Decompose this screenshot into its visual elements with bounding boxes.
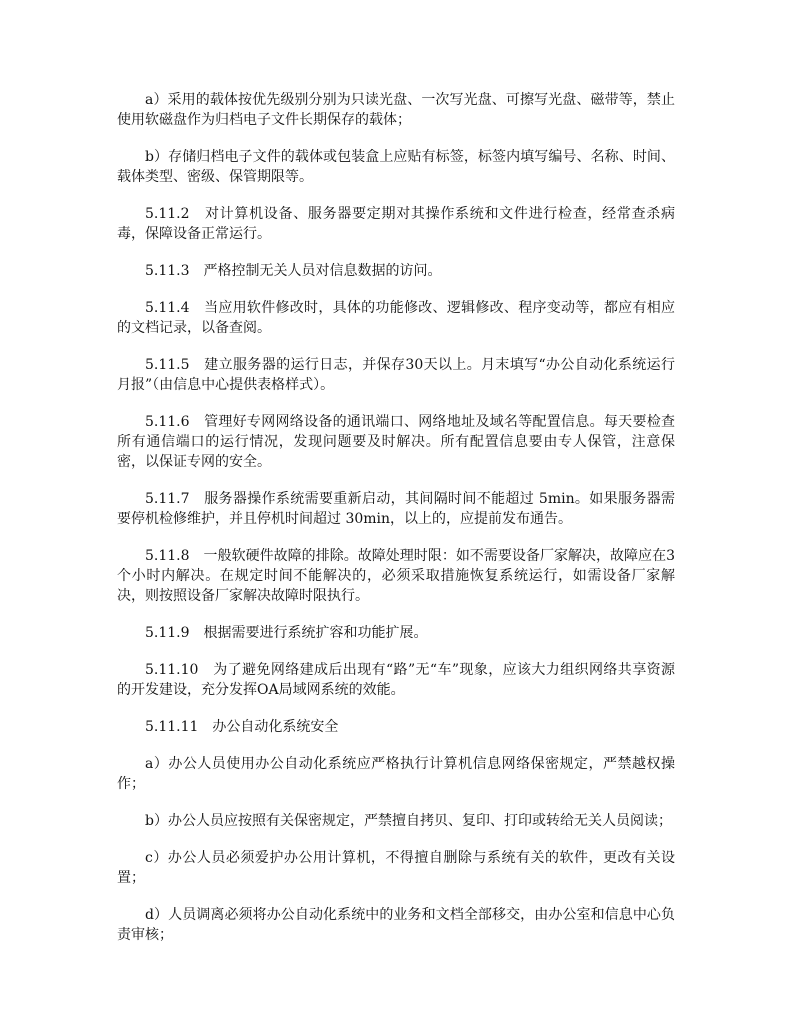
clause-5-11-3: 5.11.3 严格控制无关人员对信息数据的访问。 [145, 263, 442, 279]
security-item-c: c）办公人员必须爱护办公用计算机，不得擅自删除与系统有关的软件，更改有关设置； [117, 850, 675, 886]
clause-5-11-2: 5.11.2 对计算机设备、服务器要定期对其操作系统和文件进行检查，经常查杀病毒，保障设备正常运行。 [117, 206, 675, 242]
paragraph-a-carrier-priority: a）采用的载体按优先级别分别为只读光盘、一次写光盘、可擦写光盘、磁带等，禁止使用软磁盘作为归档电子文件长期保存的载体； [117, 92, 675, 128]
clause-5-11-9: 5.11.9 根据需要进行系统扩容和功能扩展。 [145, 625, 428, 641]
paragraph-b-carrier-label: b）存储归档电子文件的载体或包装盒上应贴有标签，标签内填写编号、名称、时间、载体类型、密级、保管期限等。 [117, 149, 675, 185]
clause-5-11-7: 5.11.7 服务器操作系统需要重新启动，其间隔时间不能超过 5min。如果服务器需要停机检修维护，并且停机时间超过 30min，以上的，应提前发布通告。 [117, 491, 675, 527]
clause-5-11-10: 5.11.10 为了避免网络建成后出现有“路”无“车”现象，应该大力组织网络共享资源的开发建设，充分发挥OA局域网系统的效能。 [117, 662, 675, 698]
clause-5-11-11-heading: 5.11.11 办公自动化系统安全 [145, 719, 339, 735]
clause-5-11-8: 5.11.8 一般软硬件故障的排除。故障处理时限：如不需要设备厂家解决，故障应在3个小时内解决。在规定时间不能解决的，必须采取措施恢复系统运行，如需设备厂家解决，则按照设备厂家解决故障时限执行。 [117, 548, 675, 604]
security-item-d: d）人员调离必须将办公自动化系统中的业务和文档全部移交，由办公室和信息中心负责审核； [117, 907, 675, 943]
document-body [117, 90, 675, 962]
security-item-a: a）办公人员使用办公自动化系统应严格执行计算机信息网络保密规定，严禁越权操作； [117, 756, 675, 792]
clause-5-11-4: 5.11.4 当应用软件修改时，具体的功能修改、逻辑修改、程序变动等，都应有相应的文档记录，以备查阅。 [117, 300, 675, 336]
security-item-b: b）办公人员应按照有关保密规定，严禁擅自拷贝、复印、打印或转给无关人员阅读； [145, 813, 672, 829]
clause-5-11-6: 5.11.6 管理好专网网络设备的通讯端口、网络地址及域名等配置信息。每天要检查所有通信端口的运行情况，发现问题要及时解决。所有配置信息要由专人保管，注意保密，以保证专网的安全。 [117, 414, 675, 470]
clause-5-11-5: 5.11.5 建立服务器的运行日志，并保存30天以上。月末填写“办公自动化系统运行月报”（由信息中心提供表格样式）。 [117, 357, 675, 393]
